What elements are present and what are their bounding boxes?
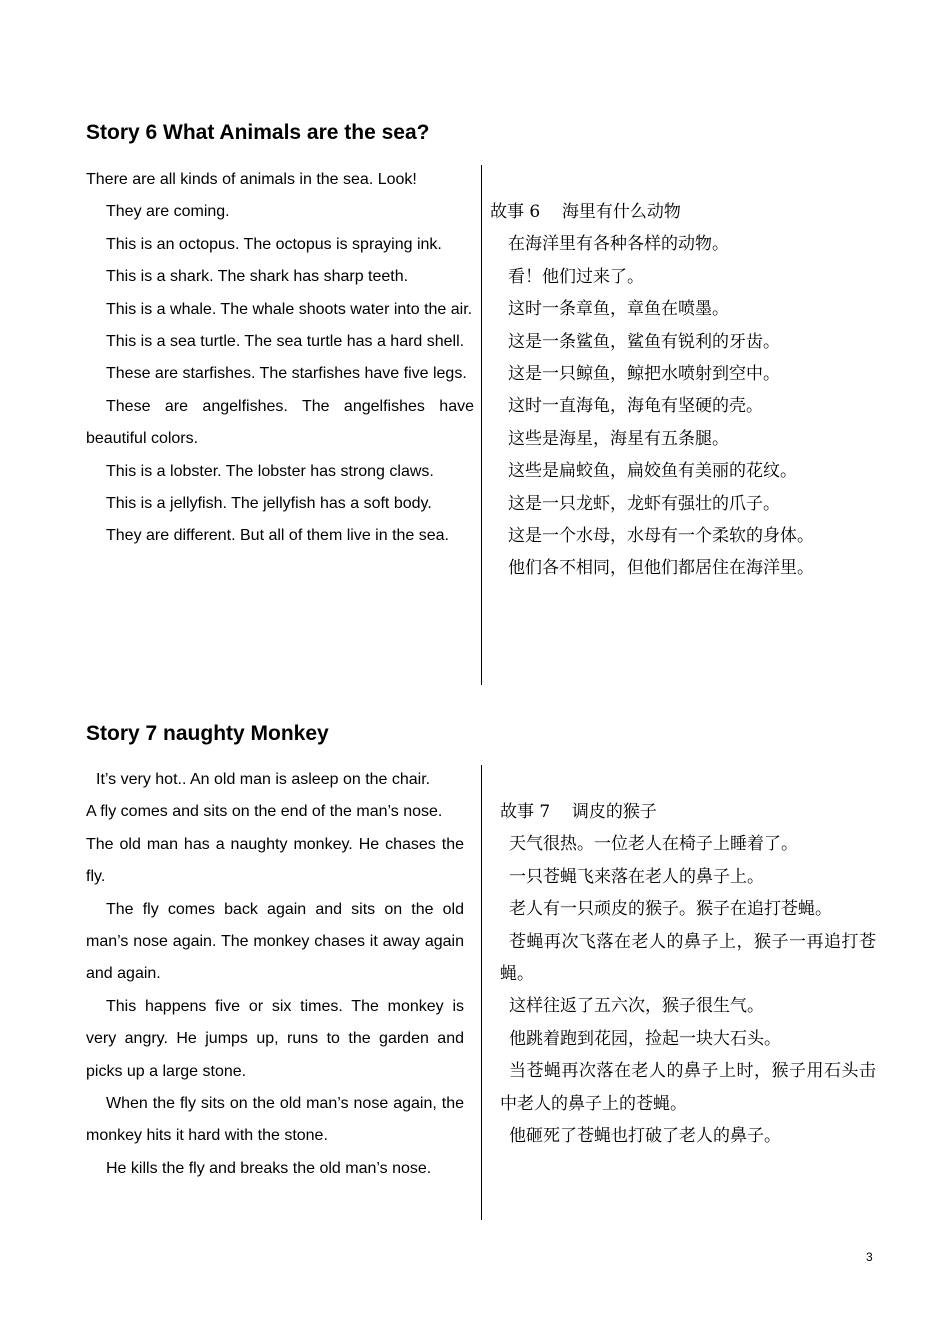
paragraph: 苍蝇再次飞落在老人的鼻子上，猴子一再追打苍蝇。 [500,931,876,985]
paragraph: 老人有一只顽皮的猴子。猴子在追打苍蝇。 [509,899,832,920]
paragraph: The old man has a naughty monkey. He chases the fly. [86,835,464,886]
story-6-chinese-text [490,196,880,585]
story-7-title: Story 7 naughty Monkey [86,722,329,745]
paragraph: The fly comes back again and sits on the old man’s nose again. The monkey chases it away again and again. [86,900,464,983]
paragraph: 在海洋里有各种各样的动物。 [508,234,729,255]
paragraph: 这是一个水母，水母有一个柔软的身体。 [508,526,814,547]
paragraph: 天气很热。一位老人在椅子上睡着了。 [509,834,798,855]
column-divider [481,165,482,685]
paragraph: There are all kinds of animals in the sea. Look! [86,171,417,188]
paragraph: This is a jellyfish. The jellyfish has a soft body. [106,495,432,513]
paragraph: This is an octopus. The octopus is spraying ink. [106,235,442,253]
paragraph: 当苍蝇再次落在老人的鼻子上时，猴子用石头击中老人的鼻子上的苍蝇。 [500,1061,876,1114]
paragraph: 这些是扁蛟鱼，扁姣鱼有美丽的花纹。 [508,461,797,482]
paragraph: These are starfishes. The starfishes have five legs. [106,365,467,383]
paragraph: This is a sea turtle. The sea turtle has a hard shell. [106,333,465,351]
paragraph: This is a whale. The whale shoots water into the air. [106,300,473,318]
paragraph: 这些是海星，海星有五条腿。 [508,428,729,449]
paragraph: 这是一只龙虾，龙虾有强壮的爪子。 [508,493,780,514]
paragraph: These are angelfishes. The angelfishes have beautiful colors. [86,397,474,448]
chinese-story-title: 故事 6 海里有什么动物 [490,202,681,222]
paragraph: 这时一直海龟，海龟有坚硬的壳。 [508,396,763,417]
paragraph: It’s very hot.. An old man is asleep on the chair. [96,771,431,788]
paragraph: 这是一只鲸鱼，鲸把水喷射到空中。 [508,364,780,385]
paragraph: They are coming. [106,203,230,221]
paragraph: He kills the fly and breaks the old man’s nose. [106,1159,432,1177]
paragraph: This is a shark. The shark has sharp teeth. [106,268,409,286]
paragraph: 这时一条章鱼，章鱼在喷墨。 [508,299,729,320]
story-7-chinese-text [500,796,876,1152]
story-6-title: Story 6 What Animals are the sea? [86,121,430,144]
story-7-english-text [86,764,464,1185]
paragraph: A fly comes and sits on the end of the man’s nose. [86,803,443,821]
paragraph: This happens five or six times. The monkey is very angry. He jumps up, runs to the garden and picks up a large stone. [86,997,464,1080]
paragraph: They are different. But all of them live in the sea. [106,527,449,545]
column-divider [481,765,482,1220]
paragraph: 一只苍蝇飞来落在老人的鼻子上。 [509,866,764,887]
paragraph: 这是一条鲨鱼，鲨鱼有锐利的牙齿。 [508,331,780,352]
paragraph: 他跳着跑到花园，捡起一块大石头。 [509,1028,781,1049]
page-number: 3 [866,1250,873,1264]
paragraph: 他们各不相同，但他们都居住在海洋里。 [508,558,814,579]
paragraph: 看！他们过来了。 [508,266,644,287]
paragraph: 这样往返了五六次，猴子很生气。 [509,996,764,1017]
paragraph: This is a lobster. The lobster has strong claws. [106,462,434,480]
paragraph: 他砸死了苍蝇也打破了老人的鼻子。 [509,1126,781,1147]
paragraph: When the fly sits on the old man’s nose again, the monkey hits it hard with the stone. [86,1095,464,1145]
chinese-story-title: 故事 7 调皮的猴子 [500,802,657,822]
story-6-english-text [86,164,474,553]
